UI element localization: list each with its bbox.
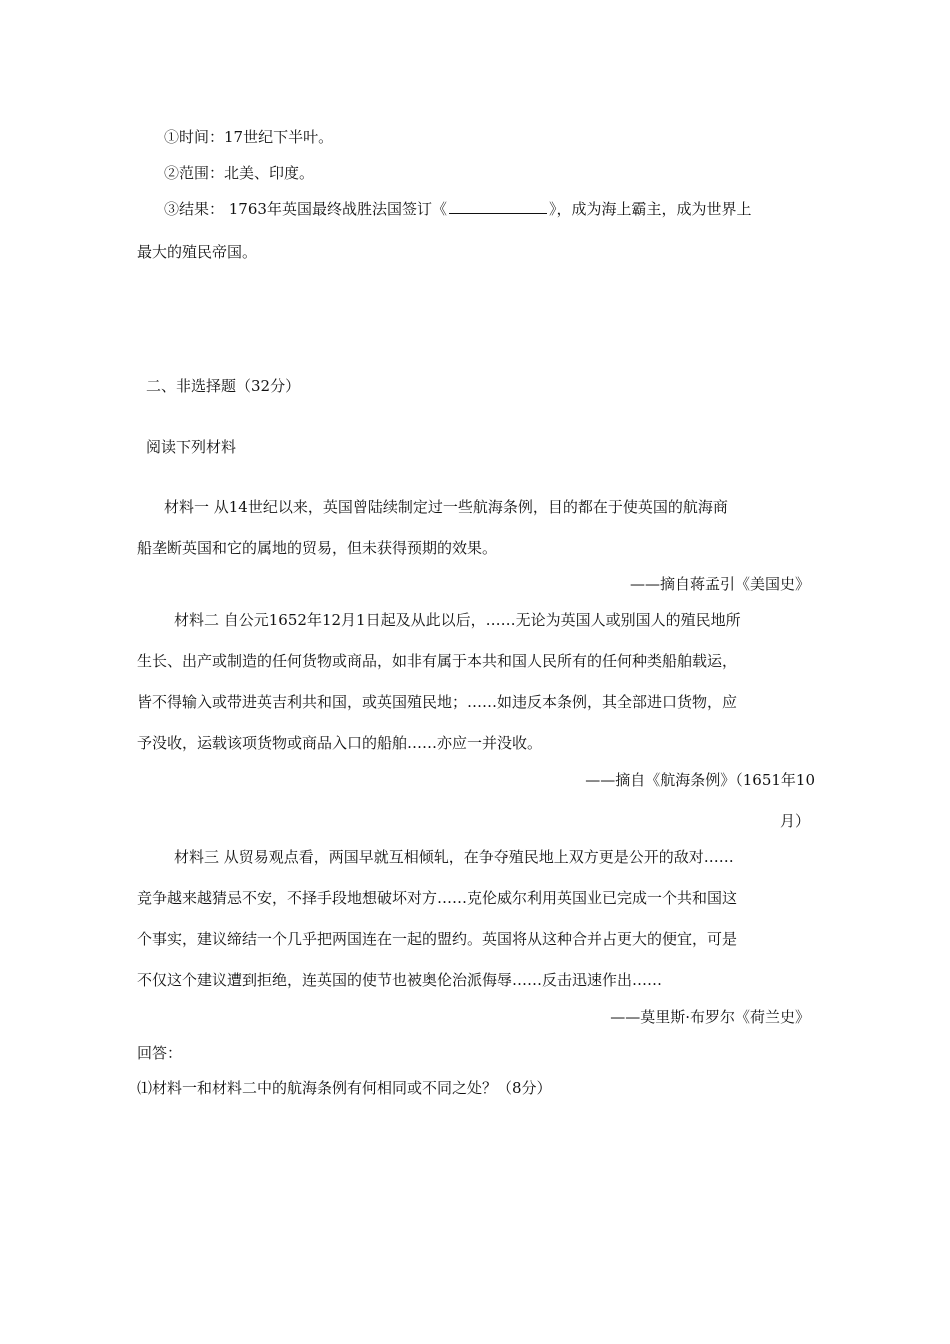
material3-line4: 不仅这个建议遭到拒绝，连英国的使节也被奥伦治派侮辱……反击迅速作出…… xyxy=(137,971,663,989)
material2-line2: 生长、出产或制造的任何货物或商品，如非有属于本共和国人民所有的任何种类船舶载运， xyxy=(137,652,738,670)
material2-source: ——摘自《航海条例》（1651年10 xyxy=(585,771,815,789)
section-heading: 二、非选择题（32分） xyxy=(146,377,301,395)
item-result-suffix: 》，成为海上霸主，成为世界上 xyxy=(548,200,752,218)
answer-label: 回答： xyxy=(137,1044,183,1062)
material3-source: ——莫里斯·布罗尔《荷兰史》 xyxy=(610,1008,810,1026)
material2-source-continuation: 月） xyxy=(779,812,810,830)
material3-line1: 材料三 从贸易观点看，两国早就互相倾轧，在争夺殖民地上双方更是公开的敌对…… xyxy=(174,848,734,866)
item-scope: ②范围：北美、印度。 xyxy=(164,164,315,182)
material3-line3: 个事实，建议缔结一个几乎把两国连在一起的盟约。英国将从这种合并占更大的便宜，可是 xyxy=(137,930,738,948)
material2-line3: 皆不得输入或带进英吉利共和国，或英国殖民地；……如违反本条例，其全部进口货物，应 xyxy=(137,693,738,711)
material1-source: ——摘自蒋孟引《美国史》 xyxy=(629,575,810,593)
read-instruction: 阅读下列材料 xyxy=(146,438,237,456)
item-result xyxy=(164,199,751,219)
material2-line4: 予没收，运载该项货物或商品入口的船舶……亦应一并没收。 xyxy=(137,734,543,752)
item-time: ①时间：17世纪下半叶。 xyxy=(164,128,334,146)
material2-line1: 材料二 自公元1652年12月1日起及从此以后，……无论为英国人或别国人的殖民地所 xyxy=(174,611,741,629)
material1-line2: 船垄断英国和它的属地的贸易，但未获得预期的效果。 xyxy=(137,539,498,557)
item-result-prefix: ③结果： 1763年英国最终战胜法国签订《 xyxy=(164,200,447,218)
material1-line1: 材料一 从14世纪以来，英国曾陆续制定过一些航海条例，目的都在于使英国的航海商 xyxy=(164,498,728,516)
fill-in-blank xyxy=(449,199,547,214)
item-result-continuation: 最大的殖民帝国。 xyxy=(137,243,258,261)
question-1: ⑴材料一和材料二中的航海条例有何相同或不同之处？（8分） xyxy=(137,1079,552,1097)
material3-line2: 竞争越来越猜忌不安，不择手段地想破坏对方……克伦威尔利用英国业已完成一个共和国这 xyxy=(137,889,738,907)
